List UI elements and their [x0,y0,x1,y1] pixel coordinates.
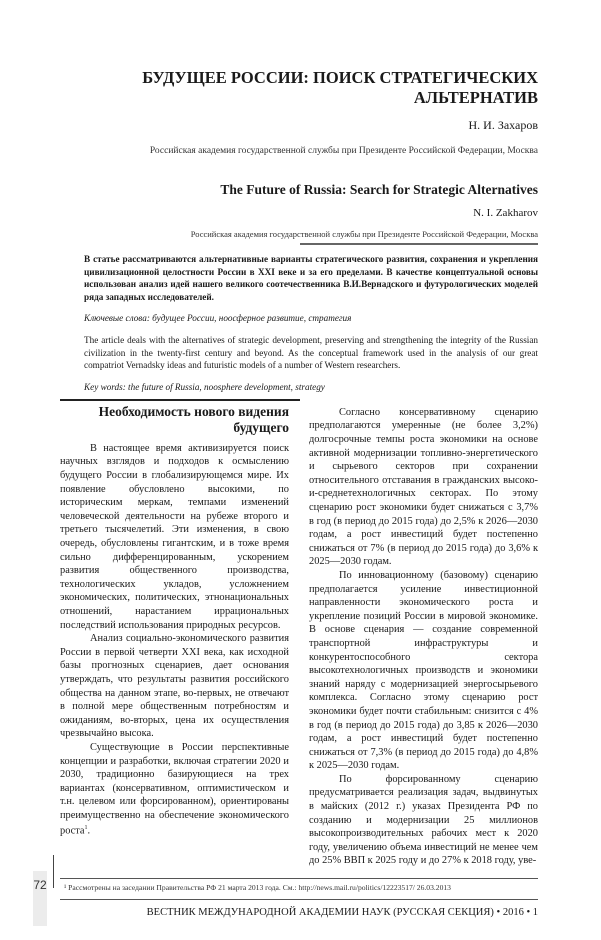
author-ru: Н. И. Захаров [468,118,538,132]
page-number: 72 [33,878,47,893]
body-column-right [309,404,538,868]
divider [300,243,538,245]
affiliation-en: Российская академия государственной службы при Президенте Российской Федерации, Москва [190,229,538,239]
body-column-left [60,404,289,839]
footnote-marker[interactable]: 1 [84,825,88,832]
paragraph: Анализ социально-экономического развития России в первой четверти XXI века, как исходной базы прогнозных сценариев, дает основания утверждать, что результаты развития российского общества на данном этапе, во-первых, не отвечают в полной мере общественным потребностям и ожиданиям, во-вторых, цена их осуществления чрезвычайно высока. [60,633,289,740]
paragraph: Существующие в России перспективные концепции и разработки, включая стратегии 2020 и 2030, традиционно базирующиеся на трех вариантах (консервативном, оптимистическом и т.н. целевом или форсированном), ориентированы преимущественно на обеспечение экономического роста$^1$. [60,741,289,837]
page [33,0,538,940]
author-en: N. I. Zakharov [473,207,538,219]
footer-divider [60,899,538,900]
footnote: ¹ Рассмотрены на заседании Правительства РФ 21 марта 2013 года. См.: http://news.mail.ru/politics/12223517/ 26.03.2013 [64,883,451,893]
section-heading: Необходимость нового видения будущего [98,403,289,435]
affiliation-ru: Российская академия государственной службы при Президенте Российской Федерации, Москва [149,146,538,156]
abstract-ru: В статье рассматриваются альтернативные варианты стратегического развития, сохранения и укрепления цивилизационной целостности России в XXI веке и за его пределами. В качестве концептуальной основы использован анализ идей нашего великого соотечественника В.И.Вернадского и футурологических моделей ряда западных исследователей. [84,254,538,302]
paragraph: Согласно консервативному сценарию предполагаются умеренные (не более 3,2%) долгосрочные темпы роста экономики на основе активной модернизации топливно-энергетического и сырьевого секторов при сохранении относительного отставания в гражданских высоко-и-среднетехнологичных секторах. По этому сценарию рост экономики будет снижаться с 3,7% в год (в период до 2015 года) до 2,5% к 2026—2030 годам, а рост инвестиций будет постепенно снижаться от 7% (в период до 2015 года) до 3,6% к 2025—2030 годам. [309,406,538,568]
divider [60,399,300,401]
article-title-en: The Future of Russia: Search for Strategic Alternatives [220,182,538,197]
keywords-en: Key words: the future of Russia, noosphere development, strategy [84,381,325,392]
abstract-en: The article deals with the alternatives of strategic development, preserving and strengthening the integrity of the Russian civilization in the twenty-first century and beyond. As the conceptual framework used in the analysis of our great compatriot Vernadsky ideas and futuristic models of a number of Western researchers. [84,334,538,371]
body-columns [60,404,538,868]
keywords-ru: Ключевые слова: будущее России, ноосферное развитие, стратегия [84,313,352,324]
article-title-ru: БУДУЩЕЕ РОССИИ: ПОИСК СТРАТЕГИЧЕСКИХ АЛЬТЕРНАТИВ [142,68,538,107]
paragraph: По инновационному (базовому) сценарию предполагается усиление инвестиционной направленности экономического роста и укрепление позиций России в мировой экономике. В основе сценария — создание современной транспортной инфраструктуры и конкурентоспособного сектора высокотехнологичных производств и экономики знаний наряду с модернизацией энергосырьевого комплекса. Согласно этому сценарию рост экономики будет почти стабильным: снизится с 4% в год (в период до 2015 года) до 3,85 к 2026—2030 годам, а рост инвестиций будет постепенно снижаться от 7,3% (в период до 2015 года) до 4,8% к 2025—2030 годам. [309,569,538,772]
margin-rule [53,855,54,888]
paragraph: По форсированному сценарию предусматривается реализация задач, выдвинутых в майских (2012 г.) указах Президента РФ по созданию и модернизации 25 миллионов высокопроизводительных рабочих мест к 2020 году, увеличению объема инвестиций не менее чем до 25% ВВП к 2025 году и до 27% к 2018 году, уве- [309,773,538,867]
footnote-divider [60,878,538,879]
paragraph-text: Существующие в России перспективные концепции и разработки, включая стратегии 2020 и 2030, традиционно базирующиеся на трех вариантах (консервативном, оптимистическом и т.н. целевом или форсированном), ориентированы преимущественно на обеспечение экономического роста [60,741,289,837]
paragraph: В настоящее время активизируется поиск научных взглядов и подходов к осмыслению будущего России в глобализирующемся мире. Их появление обусловлено высокими, по историческим меркам, темпами изменений человеческой деятельности на рубеже второго и третьего тысячелетий. Эти изменения, в свою очередь, обусловлены гигантским, и в тоже время сильно дифференцированным, ускорением развития общественного производства, технологических укладов, усложнением экономических, политических, этнонациональных отношений, нарастанием иррациональных последствий использования природных ресурсов. [60,442,289,631]
journal-title: ВЕСТНИК МЕЖДУНАРОДНОЙ АКАДЕМИИ НАУК (РУССКАЯ СЕКЦИЯ) • 2016 • 1 [146,907,538,919]
